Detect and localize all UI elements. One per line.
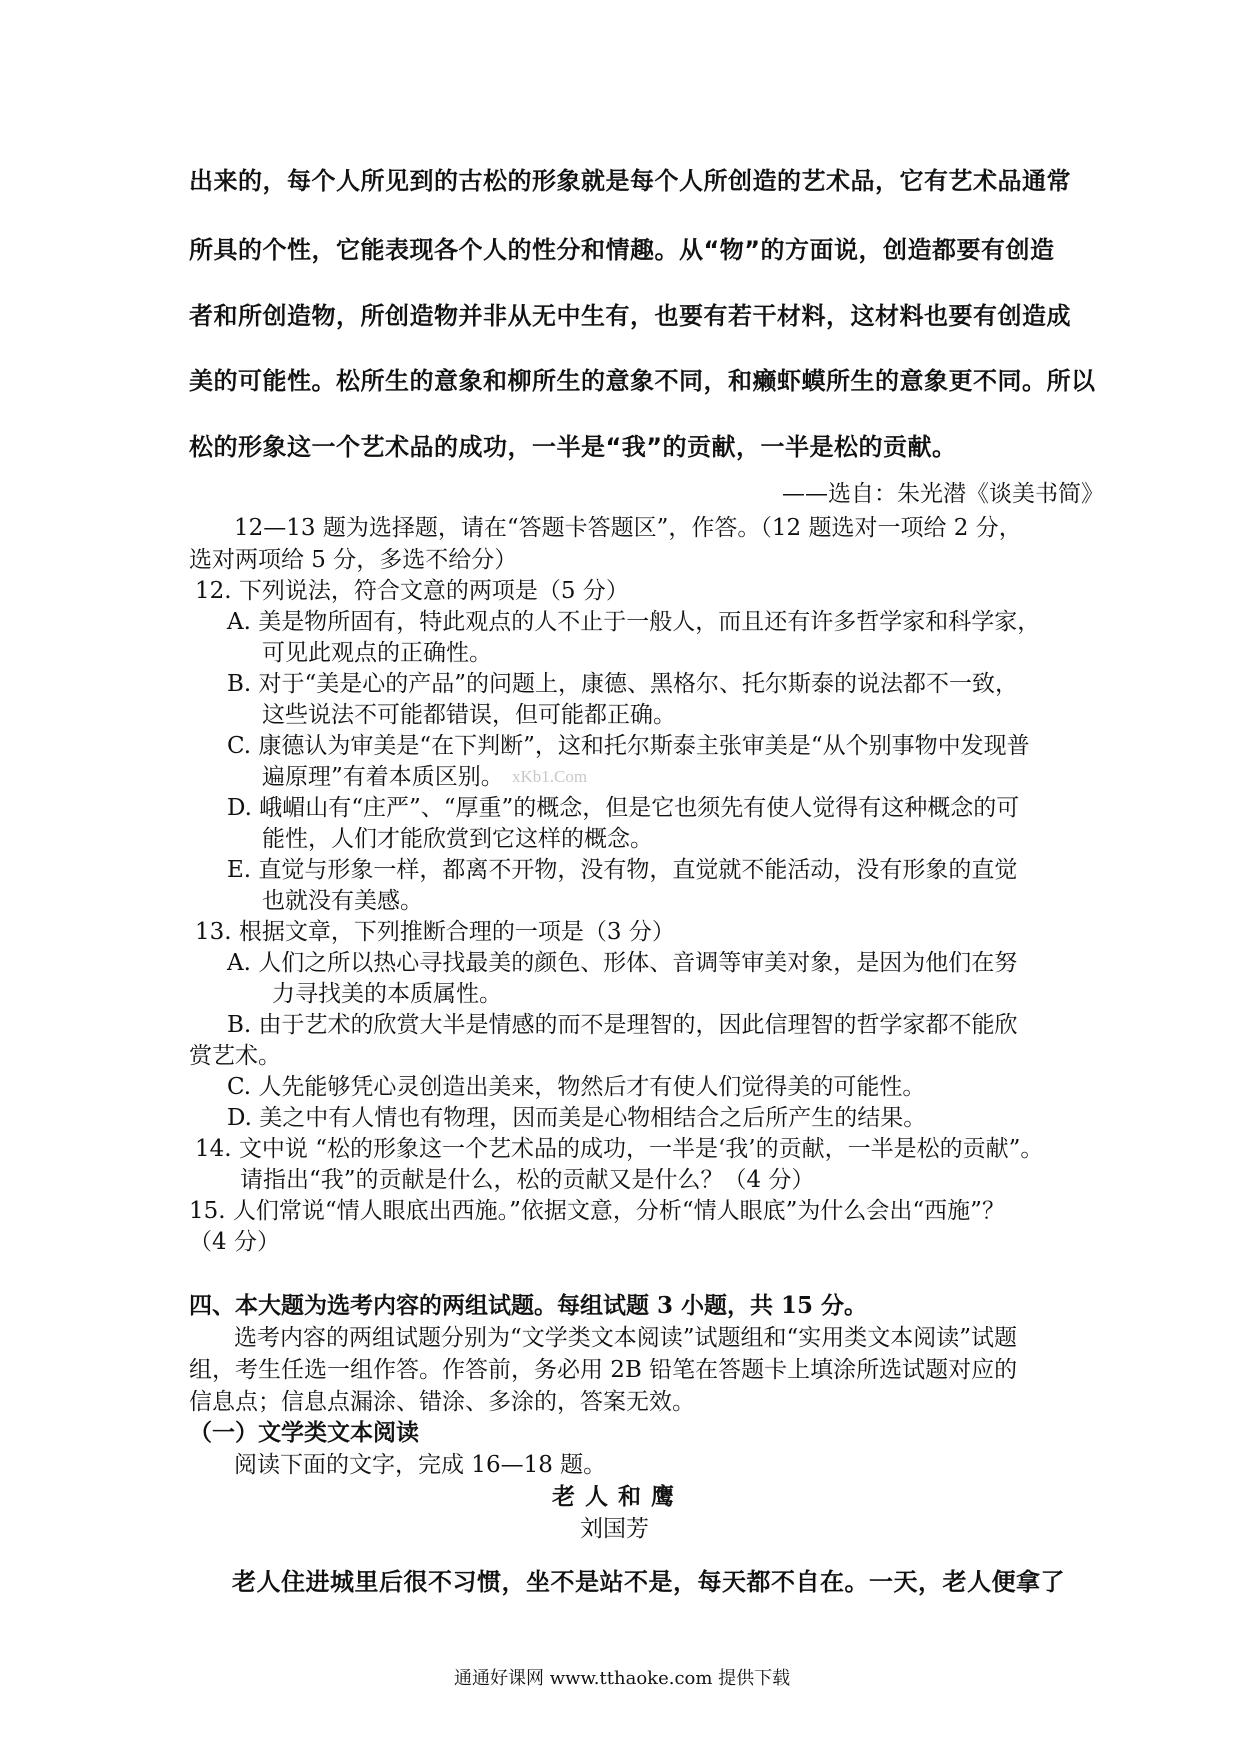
q12-option-d-cont: 能性，人们才能欣赏到它这样的概念。 [262, 826, 653, 852]
q14-line-2: 请指出“我”的贡献是什么，松的贡献又是什么？（4 分） [240, 1167, 815, 1193]
instruction-line-2: 选对两项给 5 分，多选不给分） [189, 547, 518, 573]
q13-stem: 13. 根据文章，下列推断合理的一项是（3 分） [195, 919, 675, 945]
watermark: xKb1.Com [512, 767, 588, 786]
q13-option-b-cont: 赏艺术。 [189, 1043, 281, 1069]
passage-line-4: 美的可能性。松所生的意象和柳所生的意象不同，和癞虾蟆所生的意象更不同。所以 [189, 367, 1096, 395]
q15-line-1: 15. 人们常说“情人眼底出西施。”依据文意，分析“情人眼底”为什么会出“西施”？ [189, 1198, 1005, 1224]
q13-option-a-cont: 力寻找美的本质属性。 [272, 981, 502, 1007]
q12-option-e: E. 直觉与形象一样，都离不开物，没有物，直觉就不能活动，没有形象的直觉 [227, 857, 1018, 883]
q12-option-c-cont: 遍原理”有着本质区别。 [262, 764, 504, 790]
story-first-line: 老人住进城里后很不习惯，坐不是站不是，每天都不自在。一天，老人便拿了 [232, 1568, 1065, 1596]
section4-body-2: 组，考生任选一组作答。作答前，务必用 2B 铅笔在答题卡上填涂所选试题对应的 [189, 1357, 1018, 1383]
q12-option-d: D. 峨嵋山有“庄严”、“厚重”的概念，但是它也须先有使人觉得有这种概念的可 [227, 795, 1020, 821]
story-title: 老人和鹰 [552, 1483, 684, 1510]
q12-option-e-cont: 也就没有美感。 [262, 888, 423, 914]
instruction-line-1: 12—13 题为选择题，请在“答题卡答题区”，作答。（12 题选对一项给 2 分， [234, 515, 1022, 541]
q13-option-c: C. 人先能够凭心灵创造出美来，物然后才有使人们觉得美的可能性。 [227, 1074, 926, 1100]
q12-option-a: A. 美是物所固有，特此观点的人不止于一般人，而且还有许多哲学家和科学家， [227, 609, 1041, 635]
passage-line-5: 松的形象这一个艺术品的成功，一半是“我”的贡献，一半是松的贡献。 [189, 433, 957, 461]
q13-option-a: A. 人们之所以热心寻找最美的颜色、形体、音调等审美对象，是因为他们在努 [227, 950, 1018, 976]
section4-heading: 四、本大题为选考内容的两组试题。每组试题 3 小题，共 15 分。 [189, 1292, 868, 1319]
story-author: 刘国芳 [580, 1516, 649, 1542]
q12-stem: 12. 下列说法，符合文意的两项是（5 分） [195, 578, 629, 604]
q15-line-2: （4 分） [189, 1229, 280, 1255]
section4-task: 阅读下面的文字，完成 16—18 题。 [234, 1452, 607, 1478]
passage-source: ——选自：朱光潜《谈美书简》 [782, 481, 1104, 507]
q12-option-b: B. 对于“美是心的产品”的问题上，康德、黑格尔、托尔斯泰的说法都不一致， [227, 671, 1019, 697]
passage-line-1: 出来的，每个人所见到的古松的形象就是每个人所创造的艺术品，它有艺术品通常 [189, 167, 1071, 195]
q12-option-c: C. 康德认为审美是“在下判断”，这和托尔斯泰主张审美是“从个别事物中发现普 [227, 733, 1030, 759]
passage-line-3: 者和所创造物，所创造物并非从无中生有，也要有若干材料，这材料也要有创造成 [189, 302, 1071, 330]
q13-option-b: B. 由于艺术的欣赏大半是情感的而不是理智的，因此信理智的哲学家都不能欣 [227, 1012, 1018, 1038]
q12-option-a-cont: 可见此观点的正确性。 [262, 640, 492, 666]
q12-option-b-cont: 这些说法不可能都错误，但可能都正确。 [262, 702, 676, 728]
section4-body-1: 选考内容的两组试题分别为“文学类文本阅读”试题组和“实用类文本阅读”试题 [234, 1325, 1018, 1351]
footer-credit: 通通好课网 www.tthaoke.com 提供下载 [454, 1668, 791, 1689]
section4-subheading: （一）文学类文本阅读 [189, 1419, 419, 1446]
q14-line-1: 14. 文中说 “松的形象这一个艺术品的成功，一半是‘我’的贡献，一半是松的贡献”。 [195, 1136, 1044, 1162]
section4-body-3: 信息点；信息点漏涂、错涂、多涂的，答案无效。 [189, 1389, 695, 1415]
passage-line-2: 所具的个性，它能表现各个人的性分和情趣。从“物”的方面说，创造都要有创造 [189, 236, 1055, 264]
q13-option-d: D. 美之中有人情也有物理，因而美是心物相结合之后所产生的结果。 [227, 1105, 927, 1131]
